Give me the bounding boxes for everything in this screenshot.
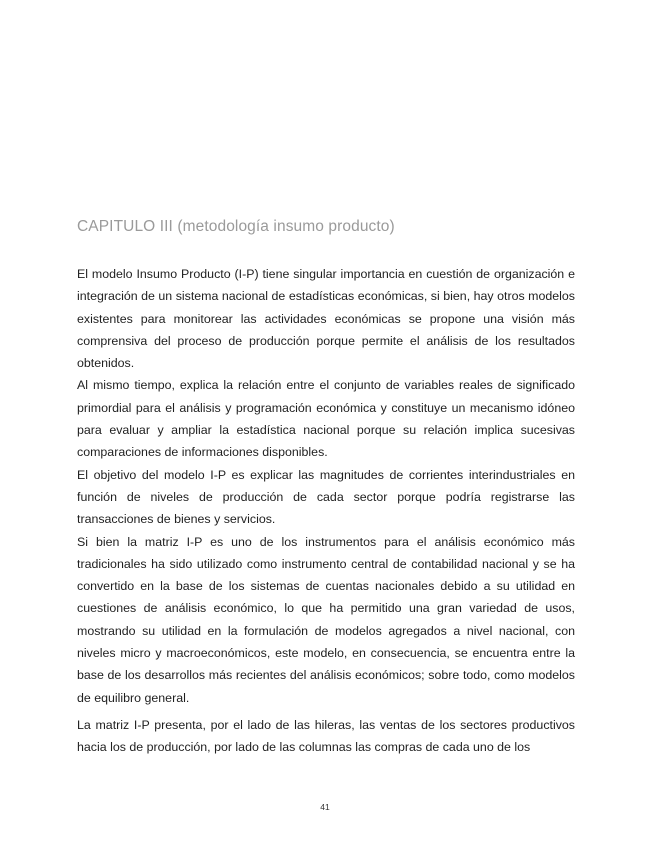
chapter-title: CAPITULO III (metodología insumo producto): [77, 218, 395, 235]
paragraph: Al mismo tiempo, explica la relación entre el conjunto de variables reales de significado primordial para el análisis y programación económica y constituye un mecanismo idóneo para evaluar y ampliar la estadística nacional porque su relación implica sucesivas comparaciones de informaciones disponibles.: [77, 378, 575, 460]
paragraph: El modelo Insumo Producto (I-P) tiene singular importancia en cuestión de organización e integración de un sistema nacional de estadísticas económicas, si bien, hay otros modelos existentes para monitorear las actividades económicas se propone una visión más comprensiva del proceso de producción porque permite el análisis de los resultados obtenidos.: [77, 267, 575, 371]
paragraph: La matriz I-P presenta, por el lado de las hileras, las ventas de los sectores productivos hacia los de producción, por lado de las columnas las compras de cada uno de los: [77, 717, 575, 755]
page-number: 41: [320, 802, 330, 812]
body-text: [77, 263, 575, 759]
paragraph: Si bien la matriz I-P es uno de los instrumentos para el análisis económico más tradicionales ha sido utilizado como instrumento central de contabilidad nacional y se ha convertido en la base de los sistemas de cuentas nacionales debido a su utilidad en cuestiones de análisis económico, lo que ha permitido una gran variedad de usos, mostrando su utilidad en la formulación de modelos agregados a nivel nacional, con niveles micro y macroeconómicos, este modelo, en consecuencia, se encuentra entre la base de los desarrollos más recientes del análisis económicos; sobre todo, como modelos de equilibro general.: [77, 534, 575, 705]
paragraph: El objetivo del modelo I-P es explicar las magnitudes de corrientes interindustriales en función de niveles de producción de cada sector porque podría registrarse las transacciones de bienes y servicios.: [77, 467, 575, 527]
